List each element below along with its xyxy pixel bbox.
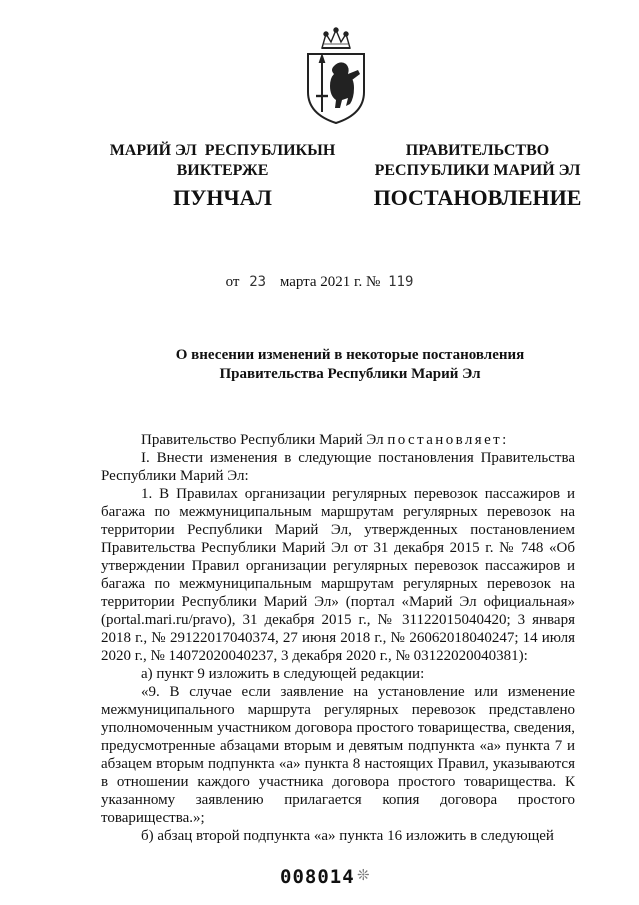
header-left-line2: ВИКТЕРЖЕ: [176, 162, 269, 179]
date-month-year: марта 2021 г. №: [279, 274, 381, 290]
preamble-text: Правительство Республики Марий Эл: [141, 432, 384, 448]
document-body: [101, 431, 575, 845]
paragraph-item-1: 1. В Правилах организации регулярных перевозок пассажиров и багажа по межмуниципальным маршрутам регулярных перевозок на территории Республики Марий Эл, утвержденных постановлением Правительства Республики Марий Эл от 31 декабря 2015 г. № 748 «Об утверждении Правил организации регулярных перевозок пассажиров и багажа по межмуниципальным маршрутам регулярных перевозок на территории Республики Марий Эл» (портал «Марий Эл официальная» (portal.mari.ru/pravo), 31 декабря 2015 г., № 31122015040420; 3 января 2018 г., № 29122017040374, 27 июня 2018 г., № 26062018040247; 14 июля 2020 г., № 14072020040237, 3 декабря 2020 г., № 03122020040381):: [101, 486, 575, 664]
header-left: [100, 141, 345, 213]
header-right: [355, 141, 600, 213]
title-line2: Правительства Республики Марий Эл: [219, 366, 481, 382]
decorative-mark-icon: ❊: [357, 868, 370, 884]
paragraph-section-1: I. Внести изменения в следующие постановления Правительства Республики Марий Эл:: [101, 450, 575, 484]
header-right-line1: ПРАВИТЕЛЬСТВО: [405, 142, 550, 159]
document-number: 119: [388, 274, 414, 290]
header-left-line1: МАРИЙ ЭЛ РЕСПУБЛИКЫН: [109, 142, 336, 159]
form-serial-number: 008014: [280, 866, 355, 888]
header-right-title: ПОСТАНОВЛЕНИЕ: [373, 185, 582, 210]
title-line1: О внесении изменений в некоторые постановления: [175, 347, 525, 363]
document-title: [100, 346, 600, 384]
paragraph-preamble: [101, 431, 575, 449]
date-prefix: от: [225, 274, 240, 290]
header-left-title: ПУНЧАЛ: [173, 185, 272, 210]
paragraph-subitem-a: а) пункт 9 изложить в следующей редакции:: [141, 666, 425, 682]
date-line: [0, 274, 639, 291]
crown-icon: [322, 28, 350, 48]
paragraph-quote-9: «9. В случае если заявление на установление или изменение межмуниципального маршрута регулярных перевозок представлено уполномоченным участником договора простого товарищества, сведения, предусмотренные абзацами вторым и девятым подпункта «а» пункта 7 и абзацем вторым подпункта «а» пункта 8 настоящих Правил, указываются в отношении каждого участника договора простого товарищества. К указанному заявлению прилагается копия договора простого товарищества.»;: [101, 684, 575, 826]
coat-of-arms-emblem: [300, 26, 372, 126]
date-day: 23: [249, 274, 267, 290]
header-right-line2: РЕСПУБЛИКИ МАРИЙ ЭЛ: [374, 162, 581, 179]
paragraph-subitem-b: б) абзац второй подпункта «а» пункта 16 изложить в следующей: [141, 828, 554, 844]
preamble-decree: постановляет:: [387, 432, 509, 448]
